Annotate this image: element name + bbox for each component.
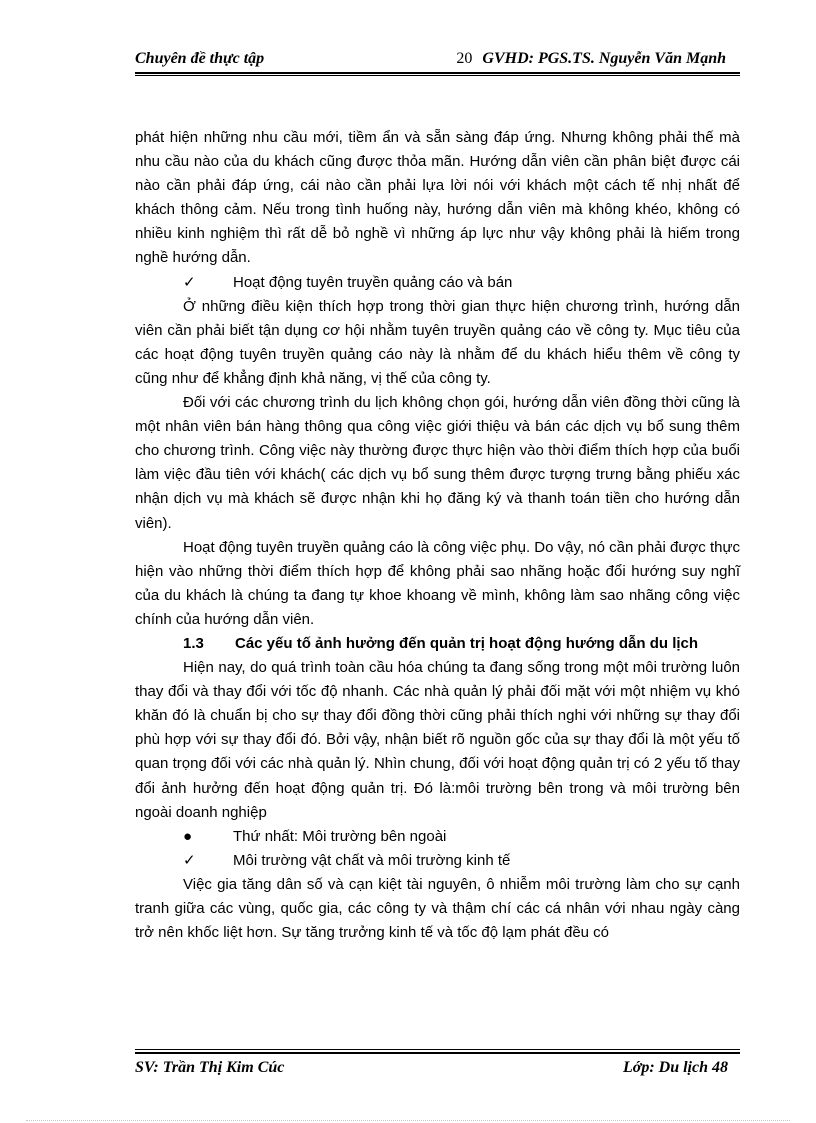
paragraph: phát hiện những nhu cầu mới, tiềm ẩn và sẵn sàng đáp ứng. Nhưng không phải thế mà nhu cầu nào của du khách cũng được thỏa mãn. Hướng dẫn viên cần phân biệt được cái nào cần phải đáp ứng, cái nào cần phải lựa lời nói với khách một cách tế nhị nhất để khách thông cảm. Nếu trong tình huống này, hướng dẫn viên mà không khéo, không có nhiều kinh nghiệm thì rất dễ bỏ nghề vì những áp lực như vậy không phải là hiếm trong nghề hướng dẫn. bbox=[135, 129, 740, 267]
footer-rule bbox=[135, 1049, 740, 1050]
paragraph: Đối với các chương trình du lịch không chọn gói, hướng dẫn viên đồng thời cũng là một nhân viên bán hàng thông qua công việc giới thiệu và bán các dịch vụ bổ sung thêm cho chương trình. Công việc này thường được thực hiện vào thời điểm thích hợp của buổi làm việc đầu tiên với khách( các dịch vụ bổ sung thêm được tượng trưng bằng phiếu xác nhận dịch vụ mà khách sẽ được nhận khi họ đăng ký và thanh toán tiền cho hướng dẫn viên). bbox=[135, 394, 740, 532]
checkmark-icon: ✓ bbox=[183, 273, 196, 291]
header-title: Chuyên đề thực tập bbox=[135, 50, 265, 67]
section-heading bbox=[135, 632, 740, 656]
header-right bbox=[456, 50, 726, 68]
paragraph: Hoạt động tuyên truyền quảng cáo là công việc phụ. Do vậy, nó cần phải được thực hiện vào những thời điểm thích hợp để không phải sao nhãng hoặc đổi hướng suy nghĩ của du khách là chúng ta đang tự khoe khoang về mình, không làm sao nhãng công việc chính của hướng dẫn viên. bbox=[135, 538, 740, 628]
bullet-item bbox=[135, 849, 740, 873]
footer-class: Lớp: Du lịch 48 bbox=[622, 1059, 728, 1076]
checkmark-icon: ✓ bbox=[183, 851, 196, 869]
header-supervisor: GVHD: PGS.TS. Nguyễn Văn Mạnh bbox=[482, 50, 726, 67]
paragraph: Việc gia tăng dân số và cạn kiệt tài nguyên, ô nhiễm môi trường làm cho sự cạnh tranh giữa các vùng, quốc gia, các công ty và thậm chí các cá nhân với nhau ngày càng trở nên khốc liệt hơn. Sự tăng trưởng kinh tế và tốc độ lạm phát đều có bbox=[135, 875, 740, 942]
bullet-item bbox=[135, 271, 740, 295]
page-header bbox=[135, 46, 740, 74]
footer-student: SV: Trần Thị Kim Cúc bbox=[135, 1059, 285, 1076]
paragraph: Ở những điều kiện thích hợp trong thời gian thực hiện chương trình, hướng dẫn viên cần phải biết tận dụng cơ hội nhằm tuyên truyền quảng cáo về công ty. Mục tiêu của các hoạt động tuyên truyền quảng cáo này là nhằm để du khách hiểu thêm về công ty cũng như để khẳng định khả năng, vị thế của công ty. bbox=[135, 297, 740, 387]
page-footer bbox=[135, 1052, 740, 1076]
section-number: 1.3 bbox=[183, 634, 204, 652]
bullet-dot-icon: ● bbox=[183, 827, 193, 845]
bullet-item bbox=[135, 825, 740, 849]
header-rule bbox=[135, 75, 740, 76]
bullet-text: Thứ nhất: Môi trường bên ngoài bbox=[233, 827, 447, 845]
page-edge-divider bbox=[26, 1120, 790, 1121]
bullet-text: Hoạt động tuyên truyền quảng cáo và bán bbox=[233, 273, 513, 291]
paragraph: Hiện nay, do quá trình toàn cầu hóa chúng ta đang sống trong một môi trường luôn thay đổi và thay đổi với tốc độ nhanh. Các nhà quản lý phải đối mặt với một nhiệm vụ khó khăn đó là chuẩn bị cho sự thay đổi đồng thời cũng phải thích nghi với những sự thay đổi phù hợp với sự thay đổi đó. Bởi vậy, nhận biết rõ nguồn gốc của sự thay đổi là một yếu tố quan trọng đối với các nhà quản lý. Nhìn chung, đối với hoạt động quản trị có 2 yếu tố thay đổi ảnh hưởng đến hoạt động quản trị. Đó là:môi trường bên trong và môi trường bên ngoài doanh nghiệp bbox=[135, 659, 740, 821]
bullet-text: Môi trường vật chất và môi trường kinh tế bbox=[233, 851, 511, 869]
document-body bbox=[135, 126, 740, 945]
page-number: 20 bbox=[456, 50, 473, 67]
section-title: Các yếu tố ảnh hưởng đến quản trị hoạt động hướng dẫn du lịch bbox=[235, 634, 699, 652]
